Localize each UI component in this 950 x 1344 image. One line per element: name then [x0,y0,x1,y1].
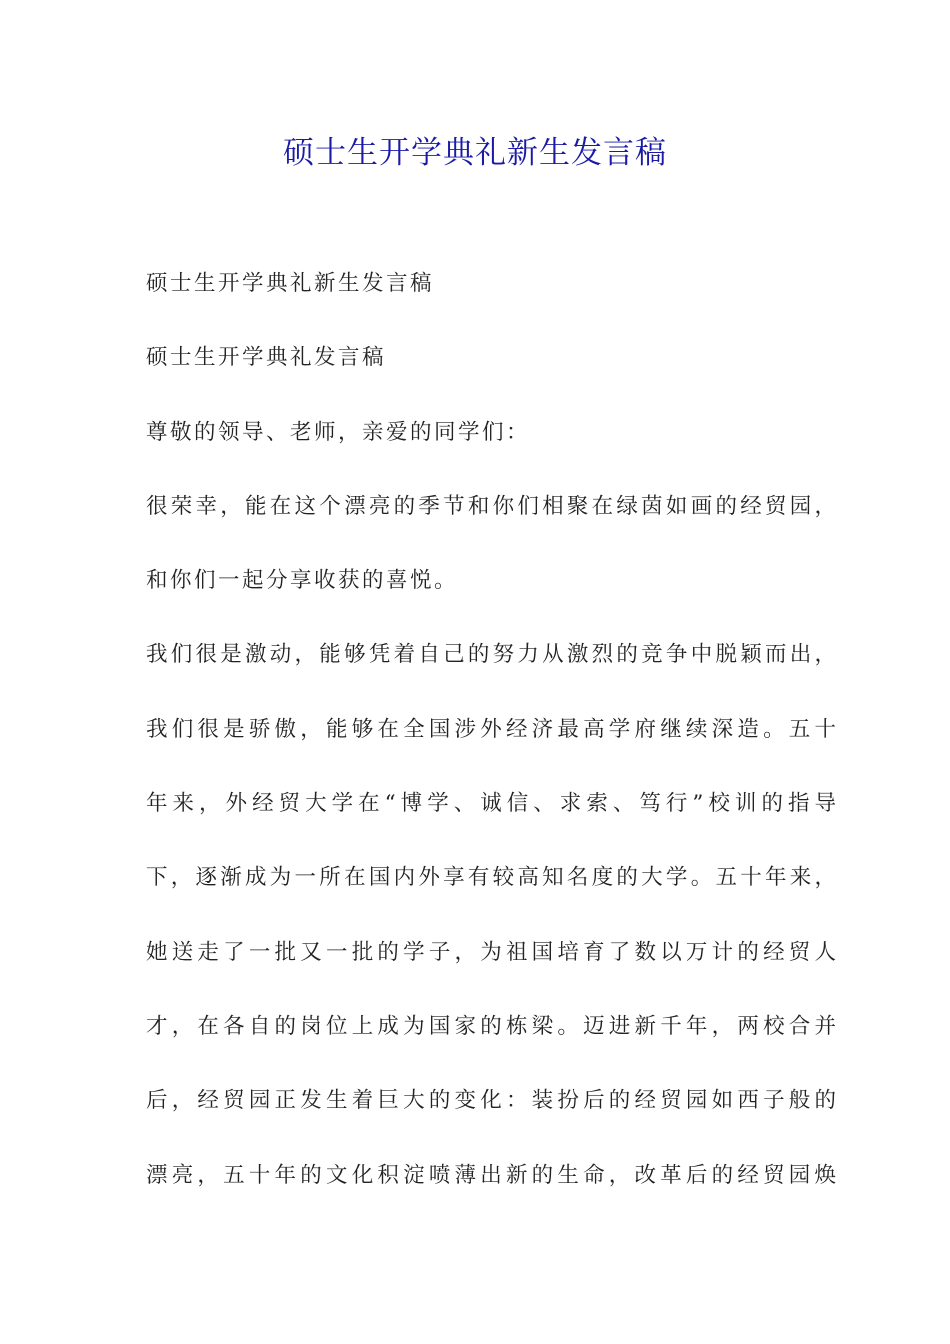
text-line: 我们很是骄傲，能够在全国涉外经济最高学府继续深造。五十 [146,716,836,742]
text-line: 后，经贸园正发生着巨大的变化：装扮后的经贸园如西子般的 [146,1088,836,1114]
text-line: 硕士生开学典礼发言稿 [146,345,387,371]
document-body [146,264,836,1230]
text-line: 很荣幸，能在这个漂亮的季节和你们相聚在绿茵如画的经贸园， [146,493,836,519]
text-line: 漂亮，五十年的文化积淀喷薄出新的生命，改革后的经贸园焕 [146,1162,836,1188]
text-line: 下，逐渐成为一所在国内外享有较高知名度的大学。五十年来， [146,865,836,891]
text-line: 尊敬的领导、老师，亲爱的同学们： [146,419,531,445]
text-line: 才，在各自的岗位上成为国家的栋梁。迈进新千年，两校合并 [146,1013,836,1039]
text-line: 年来，外经贸大学在“博学、诚信、求索、笃行”校训的指导 [146,791,836,817]
text-line: 硕士生开学典礼新生发言稿 [146,271,435,296]
text-line: 和你们一起分享收获的喜悦。 [146,568,459,594]
text-line: 她送走了一批又一批的学子，为祖国培育了数以万计的经贸人 [146,939,836,965]
text-line: 我们很是激动，能够凭着自己的努力从激烈的竞争中脱颖而出， [146,642,836,668]
document-title: 硕士生开学典礼新生发言稿 [283,135,667,171]
